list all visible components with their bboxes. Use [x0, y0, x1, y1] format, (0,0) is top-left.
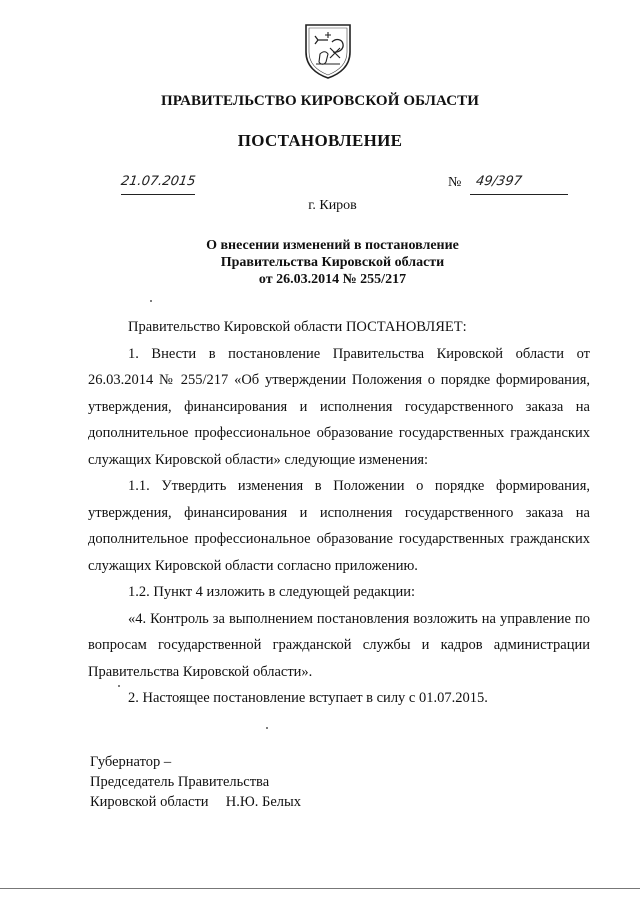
document-type: ПОСТАНОВЛЕНИЕ: [237, 131, 403, 150]
scan-speck: [266, 727, 268, 729]
body-paragraph: «4. Контроль за выполнением постановления возложить на управление по вопросам государственной гражданской службы и кадров администрации Правительства Кировской области».: [88, 610, 590, 680]
document-body: [88, 314, 590, 712]
coat-of-arms-icon: [302, 22, 354, 80]
body-paragraph: 1.1. Утвердить изменения в Положении о порядке формирования, утверждения, финансирования и исполнения государственного заказа на дополнительное профессиональное образование государственных гражданских служащих Кировской области согласно приложению.: [88, 478, 590, 574]
body-paragraph: Правительство Кировской области ПОСТАНОВЛЯЕТ:: [128, 319, 467, 335]
body-paragraph: 2. Настоящее постановление вступает в силу с 01.07.2015.: [128, 690, 488, 706]
signature-block: [90, 752, 301, 812]
subject-line: от 26.03.2014 № 255/217: [258, 272, 407, 287]
signatory-name: Н.Ю. Белых: [225, 794, 302, 810]
signature-region: Кировской области: [90, 794, 209, 810]
scan-speck: [118, 685, 120, 687]
document-number: 49/397: [474, 174, 523, 189]
signature-title: [90, 792, 301, 812]
signature-title: Председатель Правительства: [90, 774, 270, 790]
number-label: №: [448, 175, 462, 190]
scan-speck: [150, 300, 152, 302]
body-paragraph: 1. Внести в постановление Правительства Кировской области от 26.03.2014 № 255/217 «Об утверждении Положения о порядке формирования, утверждения, финансирования и исполнения государственного заказа на дополнительное профессиональное образование государственных гражданских служащих Кировской области» следующие изменения:: [88, 345, 590, 468]
body-paragraph: 1.2. Пункт 4 изложить в следующей редакции:: [128, 584, 416, 600]
organization-title: ПРАВИТЕЛЬСТВО КИРОВСКОЙ ОБЛАСТИ: [161, 93, 479, 109]
document-date: 21.07.2015: [119, 174, 197, 189]
page-bottom-rule: [0, 888, 640, 889]
city: г. Киров: [308, 198, 357, 213]
subject-line: О внесении изменений в постановление: [206, 238, 459, 253]
signature-title: Губернатор –: [90, 754, 172, 770]
subject-line: Правительства Кировской области: [220, 255, 445, 270]
document-subject: [0, 237, 640, 288]
